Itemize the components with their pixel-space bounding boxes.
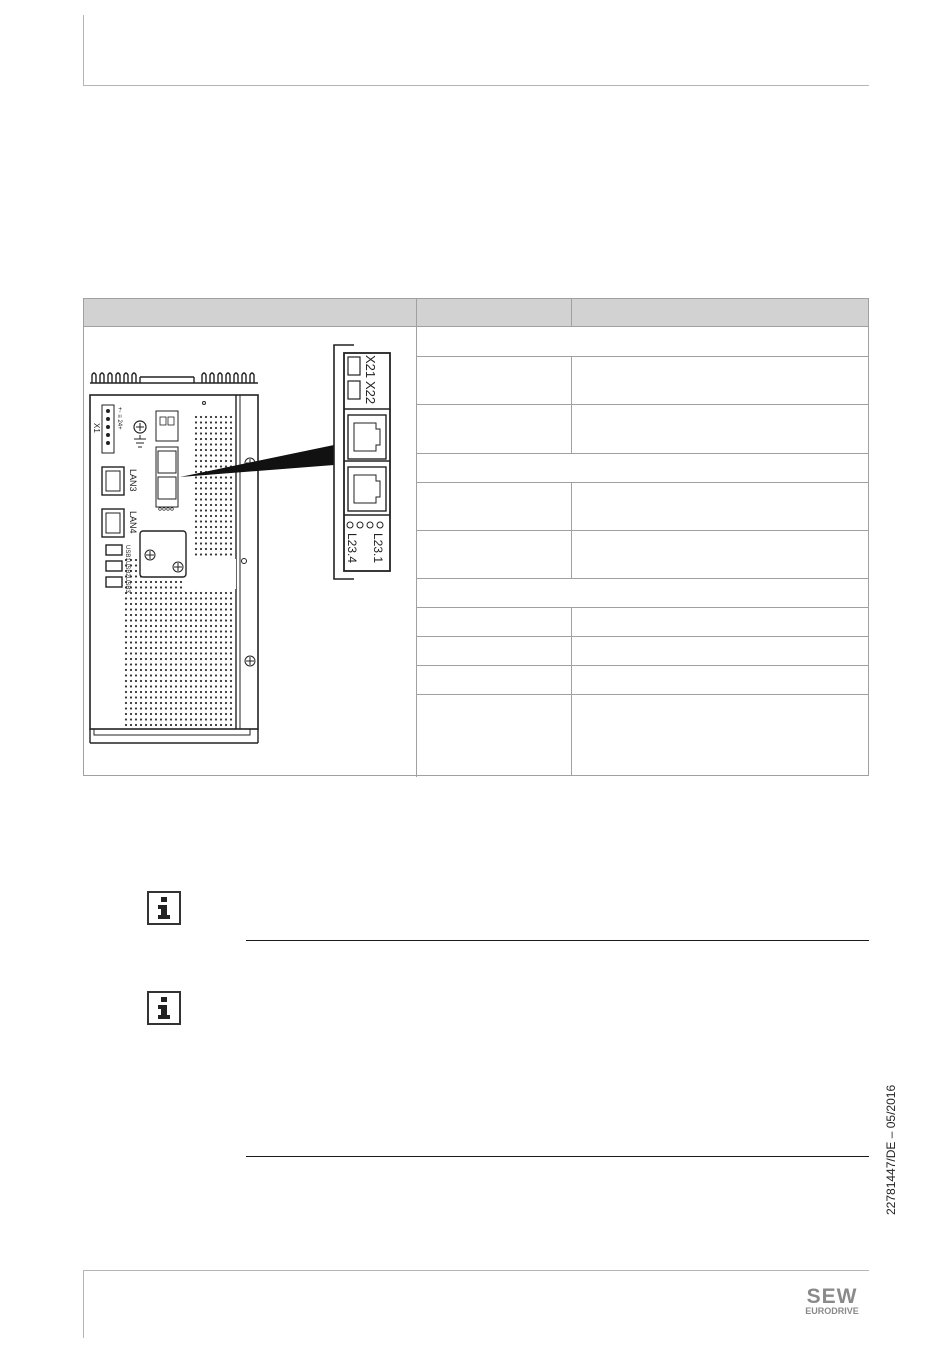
info-icon (147, 891, 181, 925)
page-header-rule (83, 85, 869, 86)
table-row-line (416, 404, 868, 405)
page-footer-rule (83, 1270, 869, 1271)
x1-label: X1 (92, 423, 101, 433)
info-note-rule-2 (246, 1156, 869, 1157)
usb3-label: USB3 (124, 577, 130, 593)
table-row-line (416, 607, 868, 608)
table-column-divider-2 (571, 530, 572, 578)
connection-table (83, 298, 869, 776)
lan3-label: LAN3 (128, 469, 138, 492)
info-icon (147, 991, 181, 1025)
l231-label: L23.1 (371, 533, 385, 564)
info-note-rule-1 (246, 940, 869, 941)
x1-pin-labels: +◦ ≡ 24+ (116, 407, 122, 430)
x21-label: X21 (363, 355, 378, 379)
l234-label: L23.4 (345, 533, 359, 564)
document-code: 22781447/DE – 05/2016 (884, 1084, 898, 1215)
table-row-line (416, 694, 868, 695)
logo-sew: SEW (806, 1285, 858, 1308)
table-row-line (416, 482, 868, 483)
table-row-line (416, 356, 868, 357)
table-row-line (416, 453, 868, 454)
table-column-divider-1 (416, 299, 417, 777)
table-row-line (416, 636, 868, 637)
usb2-label: USB2 (124, 561, 130, 577)
table-column-divider-2 (571, 482, 572, 530)
cover-plate (140, 531, 186, 577)
table-column-divider-2 (571, 299, 572, 327)
lan4-label: LAN4 (128, 511, 138, 534)
table-column-divider-2 (571, 356, 572, 404)
logo-eurodrive: EURODRIVE (805, 1306, 859, 1316)
table-header-row (84, 299, 868, 327)
table-row-line (416, 578, 868, 579)
x22-label: X22 (363, 381, 378, 405)
page-left-margin-bottom (83, 1270, 84, 1338)
device-figure (84, 327, 416, 775)
page-left-margin-top (83, 15, 84, 85)
table-row-line (416, 665, 868, 666)
table-column-divider-2 (571, 404, 572, 453)
usb1-label: USB1 (124, 545, 130, 561)
table-row-line (416, 530, 868, 531)
table-column-divider-2 (571, 607, 572, 775)
sew-eurodrive-logo (794, 1285, 870, 1317)
